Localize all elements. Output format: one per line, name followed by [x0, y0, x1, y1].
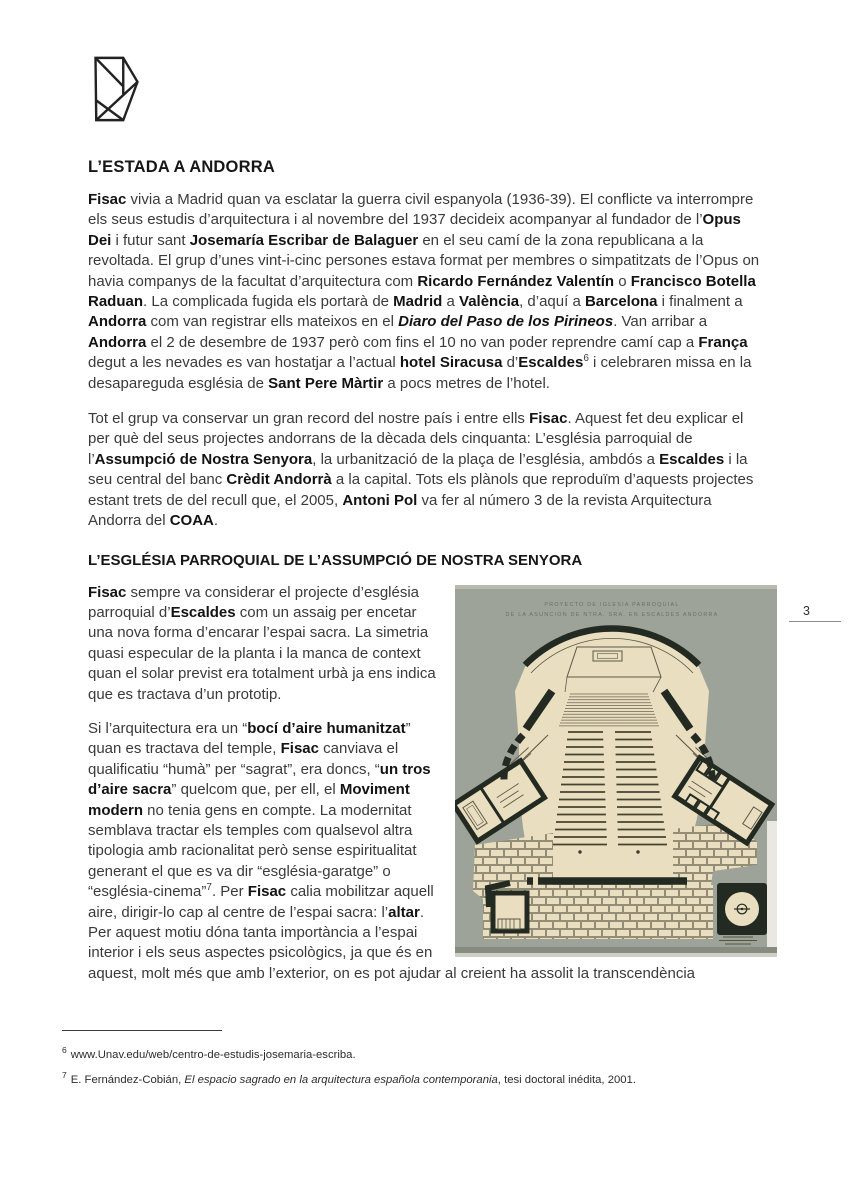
footnote-6: [62, 1040, 786, 1065]
footnote-6-marker: 6: [62, 1045, 67, 1055]
page-title: L’ESTADA A ANDORRA: [88, 158, 275, 176]
intro-paragraph-1: Fisac vivia a Madrid quan va esclatar la guerra civil espanyola (1936-39). El conflicte va interrompre els seus estudis d’arquitectura i al novembre del 1937 decideix acompanyar al fundador de l’Opus Dei i futur sant Josemaría Escribar de Balaguer en el seu camí de la zona republicana a la revoltada. El grup d’unes vint-i-cinc persones estava format per membres o simpatitzats de l’Opus on havia companys de la facultat d’arquitectura com Ricardo Fernández Valentín o Francisco Botella Raduan. La complicada fugida els portarà de Madrid a València, d’aquí a Barcelona i finalment a Andorra com van registrar ells mateixos en el Diaro del Paso de los Pirineos. Van arribar a Andorra el 2 de desembre de 1937 però com fins el 10 no van poder reprendre camí cap a França degut a les nevades es van hostatjar a l’actual hotel Siracusa d’Escaldes$^6$ i celebraren missa en la desapareguda església de Sant Pere Màrtir a pocs metres de l’hotel.: [88, 191, 760, 392]
footnote-divider: [62, 1030, 222, 1031]
section-heading: L’ESGLÉSIA PARROQUIAL DE L’ASSUMPCIÓ DE NOSTRA SENYORA: [88, 551, 583, 569]
plaza-paving-center: [513, 885, 713, 939]
publisher-logo: [88, 45, 145, 133]
baptistery: [717, 883, 767, 935]
column-paragraph-1: Fisac sempre va considerar el projecte d’església parroquial d’Escaldes com un assaig per encetar una nova forma d’encarar l’espai sacra. La simetria quasi especular de la planta i la manca de context quan el solar previst era totalment urbà ja ens indica que es tractava d’un prototip.: [88, 583, 436, 703]
footnote-7: [62, 1065, 786, 1090]
footnote-7-text: E. Fernández-Cobián, El espacio sagrado en la arquitectura española contemporania, tesi doctoral inédita, 2001.: [70, 1074, 636, 1087]
page-number: [789, 604, 841, 622]
d-monogram-icon: [88, 45, 145, 133]
intro-paragraph-2: Tot el grup va conservar un gran record del nostre país i entre ells Fisac. Aquest fet deu explicar el per què del seus projectes andorrans de la dècada dels cinquanta: L’església parroquial de l’Assumpció de Nostra Senyora, la urbanització de la plaça de l’església, ambdós a Escaldes i la seu central del banc Crèdit Andorrà a la capital. Tots els plànols que reproduïm d’aquests projectes estant trets de del recull que, el 2005, Antoni Pol va fer al número 3 de la revista Arquitectura Andorra del COAA.: [88, 410, 754, 530]
plan-caption-line-1: PROYECTO DE IGLESIA PARROQUIAL: [544, 601, 680, 608]
footnote-6-text: www.Unav.edu/web/centro-de-estudis-josemaria-escriba.: [70, 1048, 356, 1061]
church-floor-plan-image: [455, 585, 777, 957]
floor-plan-figure: [455, 585, 777, 957]
section-content: [88, 583, 777, 985]
page-number-value: 3: [803, 604, 810, 618]
plan-caption-line-2: DE LA ASUNCION DE NTRA. SRA. EN ESCALDES ANDORRA: [505, 611, 719, 618]
footnote-7-marker: 7: [62, 1070, 67, 1081]
column-paragraph-2: Si l’arquitectura era un “bocí d’aire humanitzat” quan es tractava del temple, Fisac canviava el qualificatiu “humà” per “sagrat”, era doncs, “un tros d’aire sacra” quelcom que, per ell, el Moviment modern no tenia gens en compte. La modernitat semblava tractar els temples com qualsevol altra tipologia amb racionalitat però sense espiritualitat generant el que es va dir “església-garatge” o “església-cinema”$^7$. Per Fisac calia mobilitzar aquell aire, dirigir-lo cap al centre de l’espai sacra: l’altar. Per aquest motiu dóna tanta importància a l’espai interior i els seus aspectes psicològics, ja que és en aquest, molt més que amb l’exterior, on es pot ajudar al creient ha assolit la transcendència: [88, 719, 696, 982]
footnotes: [62, 1030, 786, 1091]
annex-room: [493, 893, 527, 931]
page-number-rule: [789, 621, 841, 622]
